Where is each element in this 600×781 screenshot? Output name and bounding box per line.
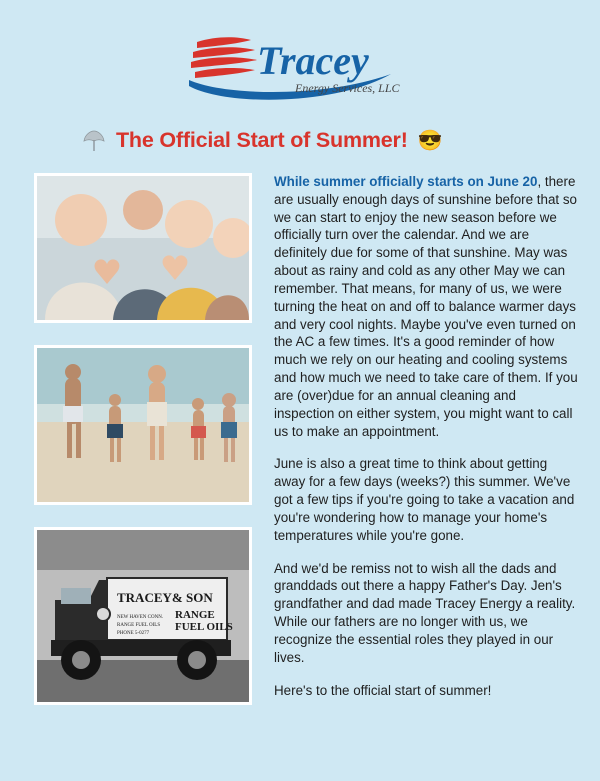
page-title-text: The Official Start of Summer! [116, 128, 408, 152]
paragraph-4: Here's to the official start of summer! [274, 682, 492, 698]
lead-bold-text: While summer officially starts on June 20 [274, 174, 538, 189]
paragraph-1-rest: , there are usually enough days of sunshine before that so we can start to enjoy the new season before we officially turn over the calendar. And we are definitely due for some of that sunshine. May was about as rainy and cold as any other May we can remember. That means, for many of us, we were turning the heat on and off to balance warmer days and very cool nights. Maybe you've even turned on the AC a few times. It's a good reminder of how much we rely on our heating and cooling systems and how much we need to take care of them. If you are (over)due for an annual cleaning and inspection on either system, you might want to call us to make an appointment. [274, 174, 578, 439]
svg-text:Energy Services, LLC: Energy Services, LLC [295, 81, 400, 95]
page-title [0, 128, 600, 153]
svg-text:FUEL OILS: FUEL OILS [175, 621, 233, 633]
vintage-tracey-and-son-truck-photo [34, 527, 252, 705]
svg-text:PHONE 5-0277: PHONE 5-0277 [117, 631, 150, 636]
svg-text:RANGE FUEL OILS: RANGE FUEL OILS [117, 623, 161, 628]
paragraph-1 [274, 173, 578, 440]
svg-text:TRACEY& SON: TRACEY& SON [117, 590, 213, 605]
article-text-column [274, 173, 578, 727]
sunglasses-emoji-icon: 😎 [417, 129, 443, 152]
tracey-energy-logo-icon [185, 26, 415, 104]
paragraph-3: And we'd be remiss not to wish all the dads and granddads out there a happy Father's Day. Jen's grandfather and dad made Tracey Energy a reality. While our fathers are no longer with us, we recognize the essential roles they played in our lives. [274, 560, 576, 665]
article-body [0, 173, 600, 727]
svg-text:Tracey: Tracey [257, 38, 369, 83]
logo-block [0, 0, 600, 104]
svg-text:RANGE: RANGE [175, 609, 215, 621]
beach-umbrella-icon [82, 129, 106, 153]
family-walking-beach-photo [34, 345, 252, 505]
photo-column [34, 173, 252, 727]
family-heart-hands-photo [34, 173, 252, 323]
paragraph-2: June is also a great time to think about getting away for a few days (weeks?) this summer. We've got a few tips if you're going to take a vacation and you're wondering how to manage your home's temperatures while you're gone. [274, 456, 575, 543]
svg-text:NEW HAVEN CONN.: NEW HAVEN CONN. [117, 615, 164, 620]
